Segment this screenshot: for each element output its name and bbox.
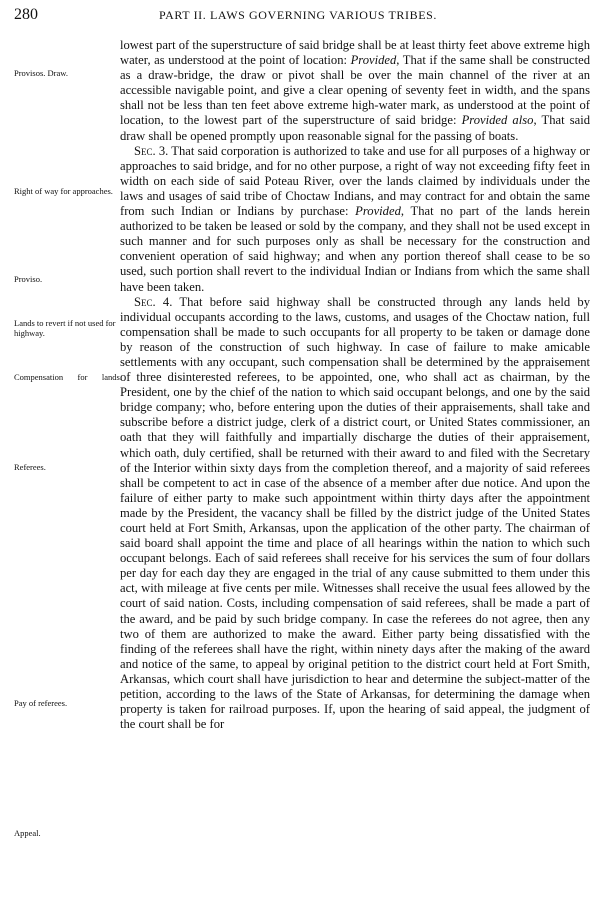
text-run: , That said draw shall be opened promptly upon reasonable signal for the passing of boats. bbox=[120, 113, 591, 143]
section-label: Sec. 3. bbox=[134, 143, 169, 158]
margin-note-provisos: Provisos. Draw. bbox=[14, 68, 68, 78]
page-number: 280 bbox=[14, 6, 38, 23]
paragraph-section-4 bbox=[120, 295, 590, 733]
margin-note-proviso: Proviso. bbox=[14, 274, 43, 284]
text-run: That before said highway shall be constructed through any lands held by individual occupants according to the laws, customs, and usages of the Choctaw nation, full compensation shall be made to such occupants for all property to be taken or damage done by reason of the construction of such highway. In case of failure to make amicable settlements with any occupant, such compensation shall be determined by the appraisement of three disinterested referees, to be appointed, one, who shall act as chairman, by the President, one by the chief of the nation to which said occupant belongs, and one by the said bridge company; who, before entering upon the duties of their appraisements, shall take and subscribe before a district judge, clerk of a district court, or United States commissioner, an oath that they will faithfully and impartially discharge the duties of their appraisement, which oath, duly certified, shall be returned with their award to and filed with the Secretary of the Interior within sixty days from the completion thereof, and a majority of said referees shall be competent to act in case of the absence of a member after due notice. And upon the failure of either party to make such appointment within thirty days after the appointment made by the President, the vacancy shall be filled by the district judge of the United States court held at Fort Smith, Arkansas, upon the application of the other party. The chairman of said board shall appoint the time and place of all hearings within the nation to which such occupant belongs. Each of said referees shall receive for his services the sum of four dollars per day for each day they are engaged in the trial of any cause submitted to them under this act, with mileage at five cents per mile. Witnesses shall receive the usual fees allowed by the court of said nation. Costs, including compensation of said referees, shall be made a part of the award, and be paid by such bridge company. In case the referees do not agree, then any two of them are authorized to make the award. Either party being dissatisfied with the finding of the referees shall have the right, within ninety days after the making of the award and notice of the same, to appeal by original petition to the district court held at Fort Smith, Arkansas, which court shall have jurisdiction to hear and determine the subject-matter of the petition, according to the laws of the State of Arkansas, for determining the damage when property is taken for railroad purposes. If, upon the hearing of said appeal, the judgment of the court shall be for bbox=[120, 294, 590, 732]
italic-provided: Provided bbox=[350, 53, 397, 68]
text-run: That said corporation is authorized to take and use for all purposes of a highway or approaches to said bridge, and for no other purpose, a right of way not exceeding fifty feet in width on each side of said Poteau River, over the lands claimed by individuals under the laws and usages of said tribe of Choctaw Indians, and may contract for and obtain the same from such Indian or Indians by purchase: bbox=[120, 143, 591, 219]
margin-note-referees: Referees. bbox=[14, 462, 46, 472]
text-run: , That no part of the lands herein authorized to be taken be leased or sold by the company, and they shall not be used except in such manner and for such purposes only as shall be necessary for the construction and convenient operation of said highway; and when any portion thereof shall cease to be so used, such portion shall revert to the individual Indian or Indians from which the same shall have been taken. bbox=[120, 204, 590, 294]
margin-note-lands-revert: Lands to revert if not used for highway. bbox=[14, 318, 116, 338]
margin-note-appeal: Appeal. bbox=[14, 828, 41, 838]
page-header bbox=[14, 6, 582, 28]
margin-note-pay-of-referees: Pay of referees. bbox=[14, 698, 68, 708]
section-label: Sec. 4. bbox=[134, 294, 173, 309]
margin-note-compensation: Compensation for lands. bbox=[14, 372, 122, 382]
text-run: lowest part of the superstructure of said bridge shall be at least thirty feet above extreme high water, as understood at the point of location: bbox=[120, 38, 591, 68]
paragraph-section-3 bbox=[120, 144, 590, 295]
statute-text bbox=[120, 38, 590, 732]
italic-provided: Provided bbox=[355, 204, 401, 219]
margin-note-right-of-way: Right of way for approaches. bbox=[14, 186, 113, 196]
running-head: PART II. LAWS GOVERNING VARIOUS TRIBES. bbox=[158, 8, 438, 22]
italic-provided-also: Provided also bbox=[461, 113, 534, 128]
text-run: , That if the same shall be constructed as a draw-bridge, the draw or pivot shall be over the main channel of the river at an accessible navigable point, and give a clear opening of seventy feet in width, and the spans shall not be less than ten feet above extreme high-water mark, as understood at the point of location, to the lowest part of the superstructure of said bridge: bbox=[120, 53, 590, 128]
paragraph-bridge-proviso bbox=[120, 38, 590, 144]
